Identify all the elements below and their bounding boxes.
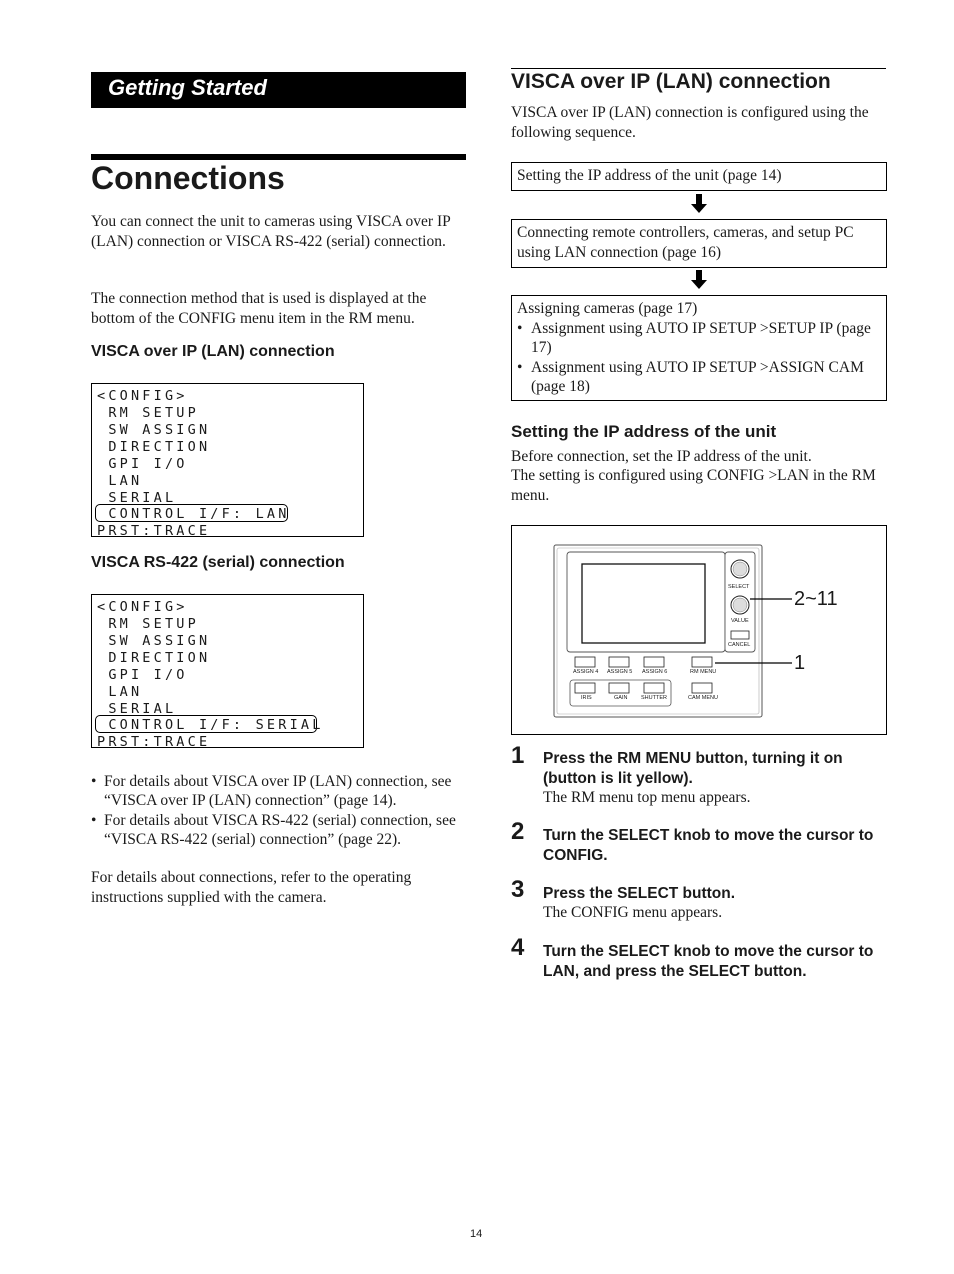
step-number: 1 bbox=[511, 742, 525, 769]
right-heading: VISCA over IP (LAN) connection bbox=[511, 70, 831, 93]
down-arrow-icon bbox=[690, 270, 708, 290]
flow-step-list bbox=[517, 319, 881, 397]
menu-line: GPI I/O bbox=[97, 456, 188, 472]
section-title: Getting Started bbox=[108, 75, 267, 100]
step-instruction: Press the RM MENU button, turning it on (button is lit yellow). bbox=[543, 750, 843, 787]
intro-paragraph: You can connect the unit to cameras using VISCA over IP (LAN) connection or VISCA RS-422 (serial) connection. bbox=[91, 213, 451, 250]
closing-paragraph: For details about connections, refer to the operating instructions supplied with the camera. bbox=[91, 869, 412, 906]
list-item: • Assignment using AUTO IP SETUP >ASSIGN CAM (page 18) bbox=[517, 358, 881, 397]
callout-button: 1 bbox=[794, 652, 806, 674]
list-item: • For details about VISCA RS-422 (serial) connection, see “VISCA RS-422 (serial) connection” (page 22). bbox=[91, 811, 466, 850]
step-instruction: Turn the SELECT knob to move the cursor to CONFIG. bbox=[543, 827, 874, 864]
flow-step-title: Assigning cameras (page 17) bbox=[517, 300, 698, 317]
flow-step-1 bbox=[511, 162, 887, 191]
menu-line: LAN bbox=[97, 473, 143, 489]
menu-line: RM SETUP bbox=[97, 405, 199, 421]
menu-line: DIRECTION bbox=[97, 650, 211, 666]
button-label: CANCEL bbox=[728, 642, 751, 648]
control-panel-figure bbox=[511, 525, 887, 735]
heading-rule bbox=[511, 68, 886, 69]
menu-line: LAN bbox=[97, 684, 143, 700]
menu-line: <CONFIG> bbox=[97, 388, 188, 404]
serial-heading: VISCA RS-422 (serial) connection bbox=[91, 554, 345, 571]
menu-line-selected: CONTROL I/F: SERIAL bbox=[97, 717, 324, 733]
step-number: 3 bbox=[511, 876, 525, 903]
menu-line: SERIAL bbox=[97, 490, 177, 506]
menu-line: PRST:TRACE bbox=[97, 523, 211, 539]
flow-step-text: Connecting remote controllers, cameras, and setup PC using LAN connection (page 16) bbox=[517, 224, 854, 261]
page-number: 14 bbox=[470, 1228, 483, 1240]
flow-step-2 bbox=[511, 219, 887, 268]
list-item: • Assignment using AUTO IP SETUP >SETUP IP (page 17) bbox=[517, 319, 881, 358]
lan-config-menu bbox=[91, 383, 364, 537]
step-instruction: Press the SELECT button. bbox=[543, 885, 736, 902]
button-label: IRIS bbox=[581, 695, 592, 701]
step-instruction: Turn the SELECT knob to move the cursor to LAN, and press the SELECT button. bbox=[543, 943, 874, 980]
menu-line: SW ASSIGN bbox=[97, 633, 211, 649]
knob-label: SELECT bbox=[728, 584, 750, 590]
button-label: CAM MENU bbox=[688, 695, 718, 701]
menu-line: DIRECTION bbox=[97, 439, 211, 455]
list-item: • For details about VISCA over IP (LAN) connection, see “VISCA over IP (LAN) connection” (page 14). bbox=[91, 772, 466, 811]
button-label: GAIN bbox=[614, 695, 628, 701]
ip-line-2: The setting is configured using CONFIG >LAN in the RM menu. bbox=[511, 467, 876, 504]
knob-label: VALUE bbox=[731, 618, 749, 624]
step-number: 2 bbox=[511, 818, 525, 845]
flow-step-3 bbox=[511, 295, 887, 401]
menu-line: GPI I/O bbox=[97, 667, 188, 683]
button-label: ASSIGN 5 bbox=[607, 669, 633, 675]
lan-heading: VISCA over IP (LAN) connection bbox=[91, 343, 335, 360]
right-intro: VISCA over IP (LAN) connection is configured using the following sequence. bbox=[511, 104, 869, 141]
button-label: ASSIGN 6 bbox=[642, 669, 668, 675]
menu-line: <CONFIG> bbox=[97, 599, 188, 615]
page-title: Connections bbox=[91, 160, 285, 196]
step-result: The RM menu top menu appears. bbox=[543, 789, 751, 806]
menu-line: PRST:TRACE bbox=[97, 734, 211, 750]
menu-line: SW ASSIGN bbox=[97, 422, 211, 438]
display-note-paragraph: The connection method that is used is displayed at the bottom of the CONFIG menu item in the RM menu. bbox=[91, 290, 427, 327]
section-banner bbox=[91, 72, 466, 108]
menu-line: SERIAL bbox=[97, 701, 177, 717]
ip-sub-heading: Setting the IP address of the unit bbox=[511, 422, 777, 441]
down-arrow-icon bbox=[690, 194, 708, 214]
callout-knobs: 2~11 bbox=[794, 588, 838, 610]
button-label: ASSIGN 4 bbox=[573, 669, 599, 675]
serial-config-menu bbox=[91, 594, 364, 748]
button-label: RM MENU bbox=[690, 669, 717, 675]
details-bullet-list bbox=[91, 772, 466, 849]
menu-line-selected: CONTROL I/F: LAN bbox=[97, 506, 290, 522]
flow-step-text: Setting the IP address of the unit (page 14) bbox=[517, 167, 782, 184]
step-number: 4 bbox=[511, 934, 525, 961]
button-label: SHUTTER bbox=[641, 695, 667, 701]
step-result: The CONFIG menu appears. bbox=[543, 904, 723, 921]
control-panel-illustration bbox=[512, 526, 886, 734]
ip-line-1: Before connection, set the IP address of the unit. bbox=[511, 448, 812, 465]
menu-line: RM SETUP bbox=[97, 616, 199, 632]
